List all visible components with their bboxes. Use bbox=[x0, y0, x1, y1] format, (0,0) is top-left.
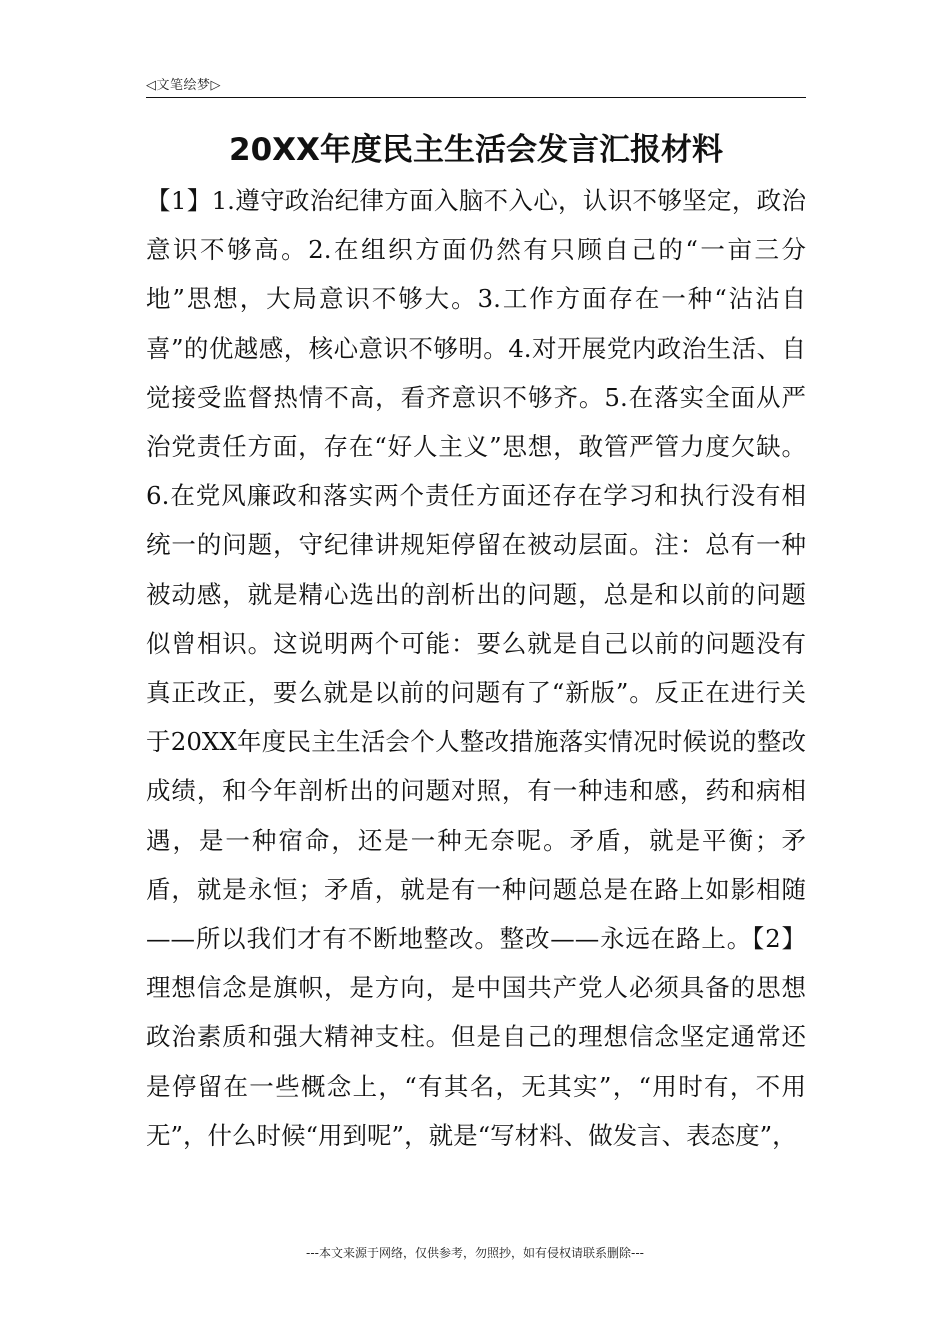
footer-disclaimer: ---本文来源于网络，仅供参考，勿照抄，如有侵权请联系删除--- bbox=[306, 1246, 644, 1260]
header-divider bbox=[146, 97, 806, 98]
document-body: 【1】1.遵守政治纪律方面入脑不入心，认识不够坚定，政治意识不够高。2.在组织方面仍然有只顾自己的“一亩三分地”思想，大局意识不够大。3.工作方面存在一种“沾沾自喜”的优越感，核心意识不够明。4.对开展党内政治生活、自觉接受监督热情不高，看齐意识不够齐。5.在落实全面从严治党责任方面，存在“好人主义”思想，敢管严管力度欠缺。6.在党风廉政和落实两个责任方面还存在学习和执行没有相统一的问题，守纪律讲规矩停留在被动层面。注：总有一种被动感，就是精心选出的剖析出的问题，总是和以前的问题似曾相识。这说明两个可能：要么就是自己以前的问题没有真正改正，要么就是以前的问题有了“新版”。反正在进行关于20XX年度民主生活会个人整改措施落实情况时候说的整改成绩，和今年剖析出的问题对照，有一种违和感，药和病相遇，是一种宿命，还是一种无奈呢。矛盾，就是平衡；矛盾，就是永恒；矛盾，就是有一种问题总是在路上如影相随——所以我们才有不断地整改。整改——永远在路上。【2】理想信念是旗帜，是方向，是中国共产党人必须具备的思想政治素质和强大精神支柱。但是自己的理想信念坚定通常还是停留在一些概念上，“有其名，无其实”，“用时有，不用无”，什么时候“用到呢”，就是“写材料、做发言、表态度”， bbox=[146, 186, 806, 1150]
document-title: 20XX年度民主生活会发言汇报材料 bbox=[229, 132, 723, 168]
header-label: ◁文笔绘梦▷ bbox=[146, 78, 221, 93]
